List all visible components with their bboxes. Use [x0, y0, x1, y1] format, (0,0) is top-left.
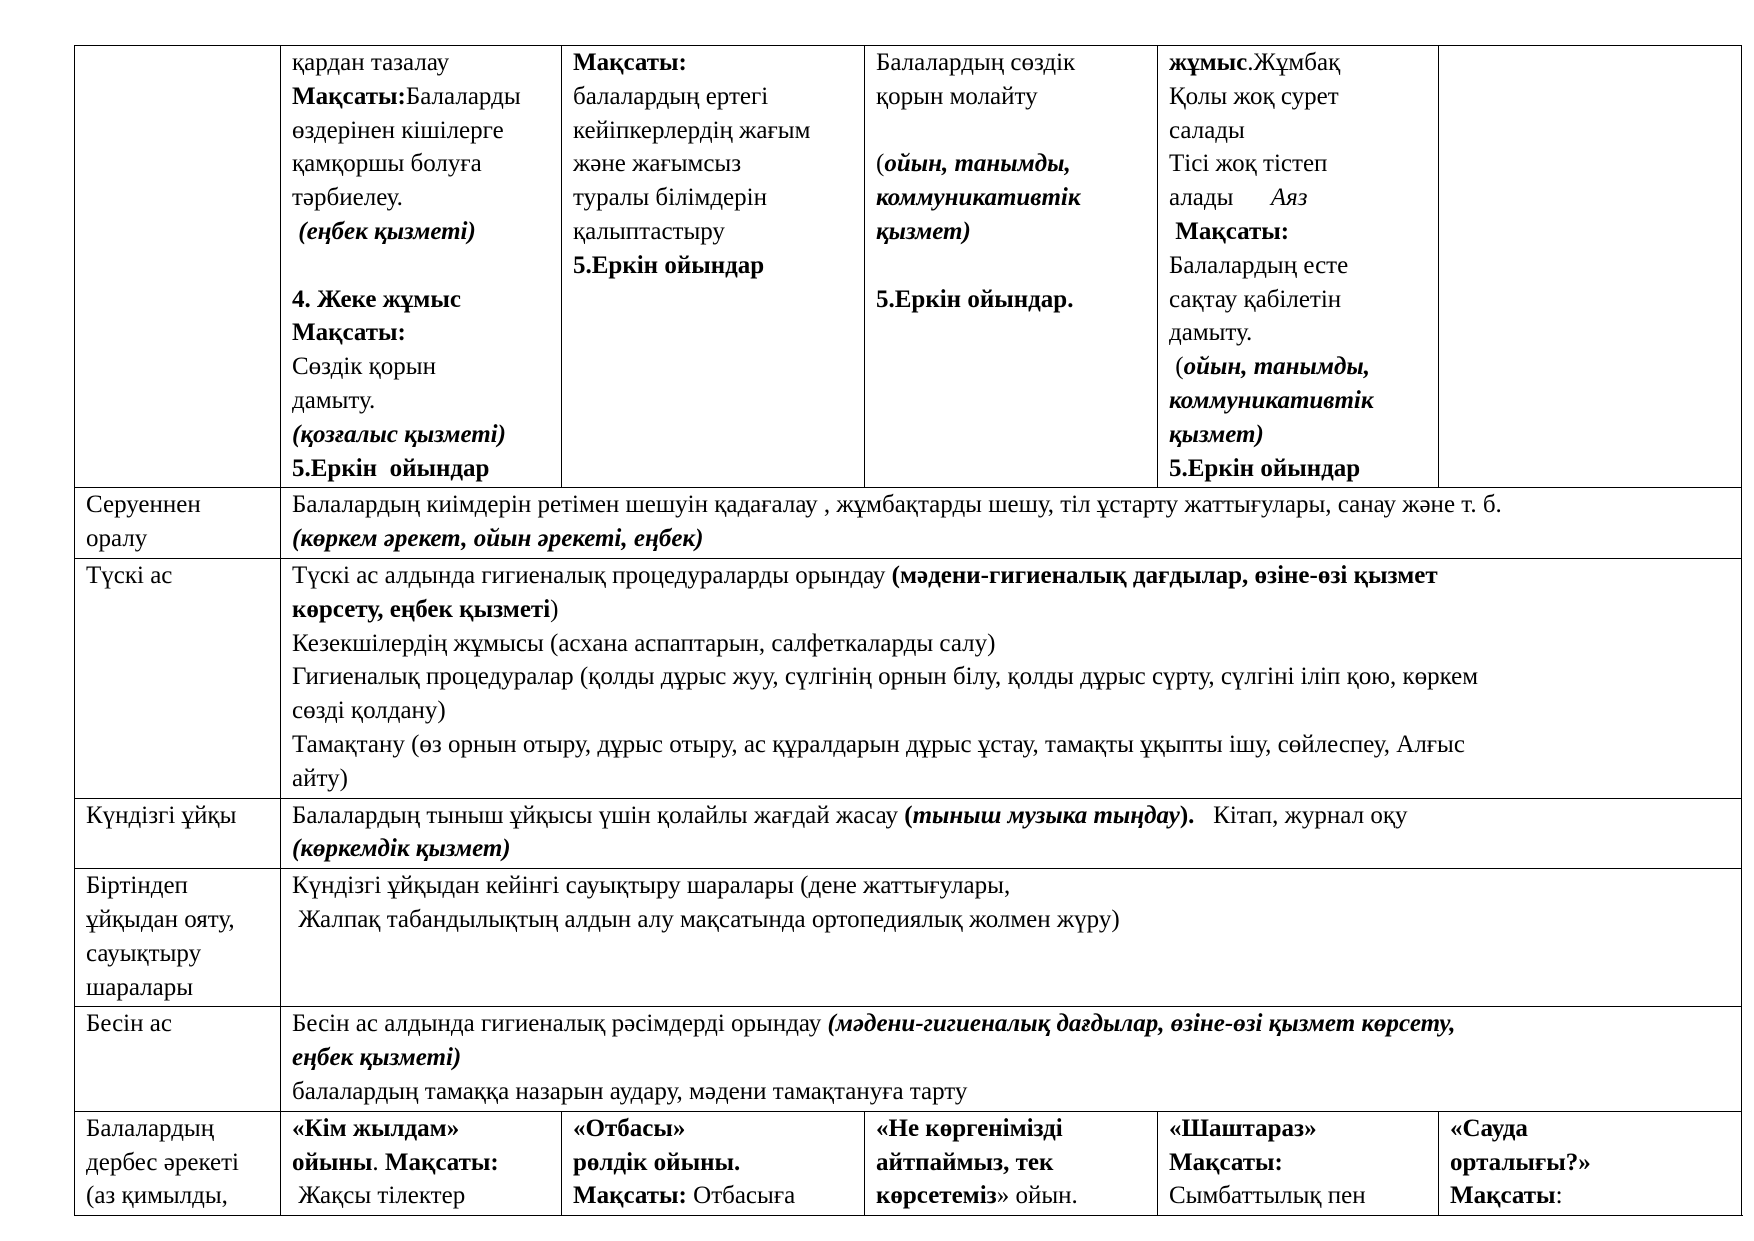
top-cell-col2 [281, 46, 562, 488]
text-line [292, 1179, 550, 1213]
table-row-lunch [75, 558, 1742, 798]
text-line [876, 46, 1146, 80]
row-label-line: шаралары [86, 973, 194, 1001]
text-run: Жалпақ табандылықтың алдын алу мақсатында ортопедиялық жолмен жүру) [292, 905, 1120, 933]
text-line [1169, 350, 1427, 384]
text-run: Мақсаты: [573, 49, 687, 76]
text-line [292, 46, 550, 80]
text-run: Мақсаты: [573, 1182, 687, 1210]
table-row-afternoon-snack [75, 1007, 1742, 1111]
text-line [573, 181, 853, 215]
text-line [292, 694, 1730, 728]
text-line [1169, 181, 1427, 215]
text-run: ойын, танымды, [1183, 353, 1371, 381]
text-line [292, 350, 550, 384]
text-run: тәрбиелеу. [292, 184, 403, 212]
text-line [1169, 452, 1427, 486]
text-line [573, 215, 853, 249]
row-label-line: (аз қимылды, [86, 1182, 228, 1210]
text-run: салады [1169, 116, 1245, 144]
table-row-top-continuation [75, 46, 1742, 488]
text-run: Сөздік қорын [292, 353, 436, 381]
blank-line [876, 249, 1146, 283]
text-line [573, 1146, 853, 1180]
text-line [1169, 384, 1427, 418]
text-run: ойыны [292, 1148, 373, 1176]
text-run: Тамақтану (өз орнын отыру, дұрыс отыру, ас құралдарын дұрыс ұстау, тамақты ұқыпты ішу, сөйлеспеу, Алғыс [292, 730, 1465, 758]
table-row-return-from-walk [75, 488, 1742, 559]
row-label-line: дербес әрекеті [86, 1148, 239, 1176]
text-line [292, 832, 1730, 866]
text-run: жұмыс [1169, 49, 1248, 76]
row-label-line: Түскі ас [86, 561, 173, 589]
text-run: балалардың ертегі [573, 82, 769, 110]
text-run: Балалардың сөздік [876, 49, 1076, 76]
row-content-afternoon-snack [281, 1007, 1742, 1111]
text-run: (мәдени-гигиеналық дағдылар, өзіне-өзі қызмет көрсету, [827, 1010, 1456, 1038]
text-run: » ойын. [996, 1182, 1078, 1210]
text-line [1169, 249, 1427, 283]
row-content-daytime-sleep [281, 798, 1742, 869]
text-run: туралы білімдерін [573, 184, 767, 212]
text-run: .Жұмбақ [1247, 49, 1341, 76]
text-line [292, 452, 550, 486]
row-content-return-from-walk [281, 488, 1742, 559]
text-line [876, 181, 1146, 215]
table-row-wake-up [75, 869, 1742, 1007]
text-line [876, 80, 1146, 114]
text-run: Аяз [1270, 184, 1308, 212]
text-run: Тісі жоқ тістеп [1169, 150, 1328, 178]
text-run: «Шаштараз» [1169, 1114, 1317, 1142]
text-run: 4. Жеке жұмыс [292, 285, 461, 313]
text-line [876, 1179, 1146, 1213]
activity-cell-3 [865, 1111, 1158, 1215]
text-line [573, 249, 853, 283]
text-run: және жағымсыз [573, 150, 742, 178]
text-run: еңбек қызметі) [292, 1044, 462, 1072]
text-line [292, 522, 1730, 556]
top-cell-col3 [562, 46, 865, 488]
text-run: рөлдік ойыны. [573, 1148, 741, 1176]
activity-cell-4 [1158, 1111, 1439, 1215]
blank-line [292, 249, 550, 283]
text-run: Мақсаты: [384, 1148, 499, 1176]
row-label-line: Біртіндеп [86, 872, 188, 900]
text-line [292, 80, 550, 114]
text-run: қамқоршы болуға [292, 150, 482, 178]
schedule-document [74, 45, 1741, 1216]
text-run: коммуникативтік [1169, 386, 1374, 414]
text-line [573, 1112, 853, 1146]
row-label-afternoon-snack [75, 1007, 281, 1111]
text-run: Мақсаты: [1169, 217, 1290, 245]
text-run: орталығы?» [1450, 1148, 1591, 1176]
text-line [292, 559, 1730, 593]
activity-cell-1 [281, 1111, 562, 1215]
text-line [1169, 80, 1427, 114]
text-run: «Отбасы» [573, 1114, 686, 1142]
text-line [292, 1075, 1730, 1109]
row-label-lunch [75, 558, 281, 798]
text-line [292, 1007, 1730, 1041]
text-run: Балалардың киімдерін ретімен шешуін қадағалау , жұмбақтарды шешу, тіл ұстарту жаттығулары, санау және т. б. [292, 491, 1502, 519]
text-run: көрсету, еңбек қызметі [292, 595, 551, 623]
text-run: айту) [292, 764, 348, 792]
text-line [292, 762, 1730, 796]
text-run: сөзді қолдану) [292, 697, 446, 725]
text-line [573, 114, 853, 148]
text-line [292, 799, 1730, 833]
text-run: ( [876, 150, 885, 178]
text-line [1169, 1112, 1427, 1146]
text-run: (еңбек қызметі) [298, 217, 476, 245]
text-line [292, 181, 550, 215]
text-run: Қолы жоқ сурет [1169, 82, 1339, 110]
row-label-line: Балалардың [86, 1114, 215, 1142]
text-line [292, 114, 550, 148]
row-label-return-from-walk [75, 488, 281, 559]
row-content-lunch [281, 558, 1742, 798]
top-cell-col5 [1158, 46, 1439, 488]
text-line [1169, 147, 1427, 181]
text-run: қардан тазалау [292, 49, 450, 76]
row-label-daytime-sleep [75, 798, 281, 869]
text-run: Кітап, журнал оқу [1194, 801, 1408, 829]
text-line [876, 1146, 1146, 1180]
row-label-line: Бесін ас [86, 1010, 172, 1038]
text-run: ойын, танымды, [884, 150, 1071, 178]
text-run: ( [904, 801, 913, 829]
text-run: (көркемдік қызмет) [292, 835, 511, 863]
text-line [1169, 1179, 1427, 1213]
row-label-line: оралу [86, 525, 148, 553]
text-run: Сымбаттылық пен [1169, 1182, 1366, 1210]
text-run: коммуникативтік [876, 184, 1081, 212]
schedule-table [74, 45, 1742, 1216]
text-run: 5.Еркін ойындар [573, 251, 765, 279]
blank-line [876, 114, 1146, 148]
text-line [292, 903, 1730, 937]
text-run: Балалардың есте [1169, 251, 1349, 279]
text-line [1169, 418, 1427, 452]
text-run: айтпаймыз, тек [876, 1148, 1054, 1176]
row-label-wake-up [75, 869, 281, 1007]
text-run: балалардың тамаққа назарын аудару, мәдени тамақтануға тарту [292, 1077, 968, 1105]
top-cell-col6-empty [1439, 46, 1742, 488]
text-line [292, 283, 550, 317]
text-line [292, 418, 550, 452]
text-run: тыныш музыка тыңдау [912, 801, 1180, 829]
top-label-cell-empty [75, 46, 281, 488]
text-line [1169, 46, 1427, 80]
text-run: көрсетеміз [876, 1182, 997, 1210]
row-label-line: сауықтыру [86, 939, 202, 967]
text-run: Жақсы тілектер [292, 1182, 466, 1210]
text-line [1169, 283, 1427, 317]
text-run: «Не көргенімізді [876, 1114, 1063, 1142]
row-label-independent-activity [75, 1111, 281, 1215]
text-line [292, 488, 1730, 522]
text-run: : [1555, 1182, 1563, 1210]
text-line [292, 627, 1730, 661]
text-line [292, 869, 1730, 903]
text-line [292, 1146, 550, 1180]
text-line [292, 593, 1730, 627]
text-line [876, 283, 1146, 317]
text-line [292, 384, 550, 418]
text-run: Мақсаты: [292, 319, 406, 347]
text-run: Күндізгі ұйқыдан кейінгі сауықтыру шаралары (дене жаттығулары, [292, 872, 1011, 900]
text-run: дамыту. [1169, 319, 1253, 347]
text-run: Кезекшілердің жұмысы (асхана аспаптарын, салфеткаларды салу) [292, 629, 996, 657]
text-line [573, 147, 853, 181]
text-run: сақтау қабілетін [1169, 285, 1342, 313]
text-run: кейіпкерлердің жағым [573, 116, 811, 144]
text-run: қорын молайту [876, 82, 1038, 110]
text-line [1169, 316, 1427, 350]
text-run: Отбасыға [686, 1182, 796, 1210]
text-run: алады [1169, 184, 1271, 212]
text-run: 5.Еркін ойындар [292, 454, 490, 482]
text-line [1169, 215, 1427, 249]
text-run: 5.Еркін ойындар [1169, 454, 1361, 482]
text-run: дамыту. [292, 386, 376, 414]
text-run: «Сауда [1450, 1114, 1528, 1142]
text-line [292, 147, 550, 181]
text-run: (мәдени-гигиеналық дағдылар, өзіне-өзі қызмет [891, 561, 1438, 589]
text-run: Түскі ас алдында гигиеналық процедураларды орындау [292, 561, 892, 589]
activity-cell-5 [1439, 1111, 1742, 1215]
text-run: ( [1169, 353, 1184, 381]
text-run: қызмет) [876, 217, 971, 245]
text-line [876, 147, 1146, 181]
text-line [1450, 1179, 1730, 1213]
text-line [292, 1112, 550, 1146]
text-run: өздерінен кішілерге [292, 116, 504, 144]
text-line [292, 660, 1730, 694]
text-run: (қозғалыс қызметі) [292, 420, 506, 448]
text-line [292, 215, 550, 249]
table-row-daytime-sleep [75, 798, 1742, 869]
row-content-wake-up [281, 869, 1742, 1007]
text-line [292, 1041, 1730, 1075]
text-line [292, 316, 550, 350]
text-line [1169, 114, 1427, 148]
text-run: қызмет) [1169, 420, 1264, 448]
row-label-line: ұйқыдан ояту, [86, 905, 235, 933]
text-run: Мақсаты: [1169, 1148, 1283, 1176]
text-run: Мақсаты [1450, 1182, 1556, 1210]
text-run: Балаларды [405, 82, 521, 110]
text-run: 5.Еркін ойындар. [876, 285, 1074, 313]
text-run: ). [1179, 801, 1195, 829]
text-line [573, 80, 853, 114]
text-line [1450, 1112, 1730, 1146]
text-run: «Кім жылдам» [292, 1114, 460, 1142]
row-label-line: Күндізгі ұйқы [86, 801, 237, 829]
text-run: Мақсаты: [292, 82, 406, 110]
text-line [573, 46, 853, 80]
text-line [292, 728, 1730, 762]
text-run: Бесін ас алдында гигиеналық рәсімдерді орындау [292, 1010, 828, 1038]
text-run: Балалардың тыныш ұйқысы үшін қолайлы жағдай жасау [292, 801, 905, 829]
activity-cell-2 [562, 1111, 865, 1215]
text-line [876, 1112, 1146, 1146]
text-run: Гигиеналық процедуралар (қолды дұрыс жуу, сүлгінің орнын білу, қолды дұрыс сүрту, сүлгіні іліп қою, көркем [292, 663, 1479, 691]
text-run: ) [550, 595, 559, 623]
row-label-line: Серуеннен [86, 491, 201, 519]
text-run: . [372, 1148, 385, 1176]
top-cell-col4 [865, 46, 1158, 488]
table-row-independent-activity [75, 1111, 1742, 1215]
text-line [1169, 1146, 1427, 1180]
text-line [876, 215, 1146, 249]
text-line [1450, 1146, 1730, 1180]
text-run: (көркем әрекет, ойын әрекеті, еңбек) [292, 525, 704, 553]
text-run: қалыптастыру [573, 217, 725, 245]
text-line [573, 1179, 853, 1213]
